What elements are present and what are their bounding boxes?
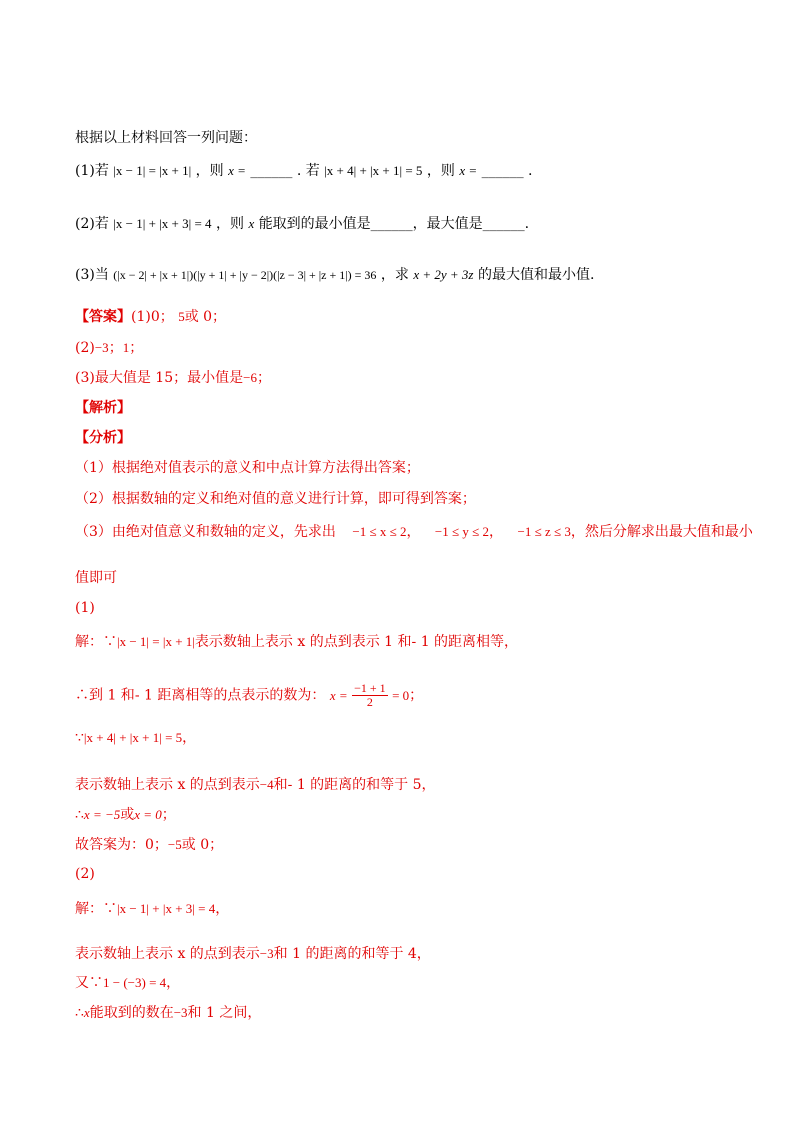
- q1-end: .: [528, 163, 533, 179]
- answer-label: 【答案】: [75, 309, 131, 325]
- sol-l7-end: ，: [215, 901, 230, 917]
- q3-mid: ，求: [380, 267, 409, 283]
- solution-line-9: [75, 973, 180, 993]
- q3-equation: (|x − 2| + |x + 1|)(|y + 1| + |y − 2|)(|z − 3| + |z + 1|) = 36: [113, 268, 377, 282]
- q1-var-2: x =: [459, 163, 478, 178]
- sol-l3-end: ，: [182, 730, 197, 746]
- solution-1-label: (1): [75, 600, 95, 616]
- analysis-p1: （1）根据绝对值表示的意义和中点计算方法得出答案；: [75, 460, 420, 476]
- answer-2: (2): [75, 340, 95, 356]
- sol-l5-lead: ∴: [75, 807, 84, 823]
- sol-l10-end: 和 1 之间，: [187, 1005, 262, 1021]
- question-3: [75, 265, 594, 285]
- sol-l9-end: ，: [166, 975, 181, 991]
- q1-equation-1: |x − 1| = |x + 1|: [113, 163, 192, 178]
- analysis-p2: （2）根据数轴的定义和绝对值的意义进行计算，即可得到答案；: [75, 491, 476, 507]
- sol-l3-lead: ∵: [75, 730, 84, 746]
- solution-line-7: [75, 899, 229, 919]
- analysis-label: 【解析】: [75, 400, 131, 416]
- sol-l8-lead: 表示数轴上表示 x 的点到表示: [75, 946, 260, 962]
- solution-line-6: [75, 835, 223, 855]
- solution-line-10: [75, 1003, 261, 1023]
- q1-equation-2: |x + 4| + |x + 1| = 5: [324, 163, 423, 178]
- comma-1: ，: [406, 524, 421, 540]
- answer-line-3: [75, 368, 271, 388]
- q2-mid: ，则: [216, 216, 244, 232]
- analysis-p3-text: （3）由绝对值意义和数轴的定义，先求出: [75, 524, 336, 540]
- q2-text: 能取到的最小值是______，最大值是______.: [258, 216, 530, 232]
- range-x: −1 ≤ x ≤ 2: [352, 524, 407, 539]
- answer-2-end: ；: [129, 340, 144, 356]
- sol-l9-math: 1 − (−3) = 4: [103, 975, 167, 990]
- solution-line-8: [75, 944, 431, 964]
- q3-prefix: (3)当: [75, 267, 109, 283]
- sol-l5-math-2: x = 0: [134, 807, 162, 822]
- fenxi-label: 【分析】: [75, 430, 131, 446]
- sol-l10-lead: ∴: [75, 1005, 84, 1021]
- sol-l4-end: 1 的距离的和等于 5，: [292, 777, 436, 793]
- sol-l2-end: ；: [409, 687, 424, 704]
- q1-then-1: ，则: [195, 163, 224, 179]
- answer-line-1: [75, 307, 226, 327]
- sol-l7-math: |x − 1| + |x + 3| = 4: [117, 901, 216, 916]
- sol-l8-end: 和 1 的距离的和等于 4，: [273, 946, 431, 962]
- q3-expr: x + 2y + 3z: [413, 267, 474, 282]
- sol-l2-eq: = 0: [392, 687, 410, 703]
- answer-2-sep: ；: [108, 340, 123, 356]
- fraction-numerator: −1 + 1: [354, 681, 386, 695]
- solution-line-4: [75, 775, 436, 795]
- sol-l2-lead: ∴到 1 和: [75, 687, 135, 704]
- q1-if-2: . 若: [296, 163, 320, 179]
- sol-l2-x: x =: [329, 687, 348, 703]
- answer-2-math-a: −3: [94, 340, 109, 355]
- sol-l3-math: |x + 4| + |x + 1| = 5: [83, 730, 183, 745]
- sol-l5-math-1: x = −5: [83, 807, 121, 822]
- sol-l6-lead: 故答案为：0；: [75, 837, 168, 853]
- q2-prefix: (2)若: [75, 216, 109, 232]
- q1-prefix: (1)若: [75, 163, 109, 179]
- sol-l1-lead: 解：∵: [75, 634, 117, 650]
- q1-then-2: ，则: [426, 163, 455, 179]
- sol-l1-math: |x − 1| = |x + 1|: [117, 634, 195, 649]
- sol-l4-lead: 表示数轴上表示 x 的点到表示: [75, 777, 260, 793]
- answer-1-math: 5: [178, 309, 185, 324]
- answer-line-2: [75, 338, 143, 358]
- sol-l7-lead: 解：∵: [75, 901, 117, 917]
- answer-3-end: ；: [256, 370, 271, 386]
- range-y: −1 ≤ y ≤ 2: [434, 524, 490, 539]
- q1-var-1: x =: [228, 163, 246, 178]
- sol-l4-minus: -: [287, 777, 293, 793]
- answer-1: (1)0；: [131, 309, 174, 325]
- sol-l10-var: x: [83, 1005, 90, 1020]
- sol-l10-text: 能取到的数在: [89, 1005, 174, 1021]
- question-2: [75, 214, 529, 234]
- sol-l5-end: ；: [161, 807, 176, 823]
- sol-l10-math: −3: [173, 1005, 188, 1020]
- solution-line-2: [75, 682, 423, 709]
- analysis-p3-tail: ，然后分解求出最大值和最小: [570, 524, 753, 540]
- q3-end: 的最大值和最小值.: [477, 267, 595, 283]
- answer-2-math-b: 1: [122, 340, 130, 355]
- q2-equation: |x − 1| + |x + 3| = 4: [113, 216, 212, 231]
- solution-line-3: [75, 728, 196, 748]
- sol-l9-lead: 又∵: [75, 975, 103, 991]
- q2-var: x: [248, 216, 255, 231]
- answer-3-math: −6: [243, 370, 257, 385]
- sol-l4-math: −4: [259, 777, 274, 792]
- sol-l5-or: 或: [120, 807, 135, 823]
- range-z: −1 ≤ z ≤ 3: [517, 524, 571, 539]
- answer-1-rest: 或 0；: [184, 309, 227, 325]
- sol-l4-and: 和: [273, 777, 288, 793]
- sol-l2-text: 1 距离相等的点表示的数为：: [139, 687, 326, 704]
- solution-2-label: (2): [75, 866, 95, 882]
- q1-blank-1: ______: [250, 163, 293, 179]
- answer-3: (3)最大值是 15；最小值是: [75, 370, 244, 386]
- solution-line-1: [75, 632, 518, 652]
- solution-line-5: [75, 805, 176, 825]
- intro-text: 根据以上材料回答一列问题：: [75, 130, 257, 146]
- analysis-p3-cont: 值即可: [75, 570, 117, 586]
- sol-l1-minus: -: [411, 634, 417, 650]
- sol-l6-end: 或 0；: [181, 837, 224, 853]
- fraction-denominator: 2: [366, 695, 373, 709]
- sol-l1-text: 表示数轴上表示 x 的点到表示 1 和: [194, 634, 412, 650]
- sol-l8-math: −3: [259, 946, 274, 961]
- analysis-p3: [75, 522, 753, 542]
- sol-l1-end: 1 的距离相等，: [416, 634, 519, 650]
- question-1: [75, 161, 532, 181]
- q1-blank-2: ______: [481, 163, 524, 179]
- sol-l2-minus: -: [134, 687, 140, 704]
- comma-2: ，: [489, 524, 504, 540]
- sol-l2-fraction: [352, 682, 388, 709]
- sol-l6-math: −5: [167, 837, 182, 852]
